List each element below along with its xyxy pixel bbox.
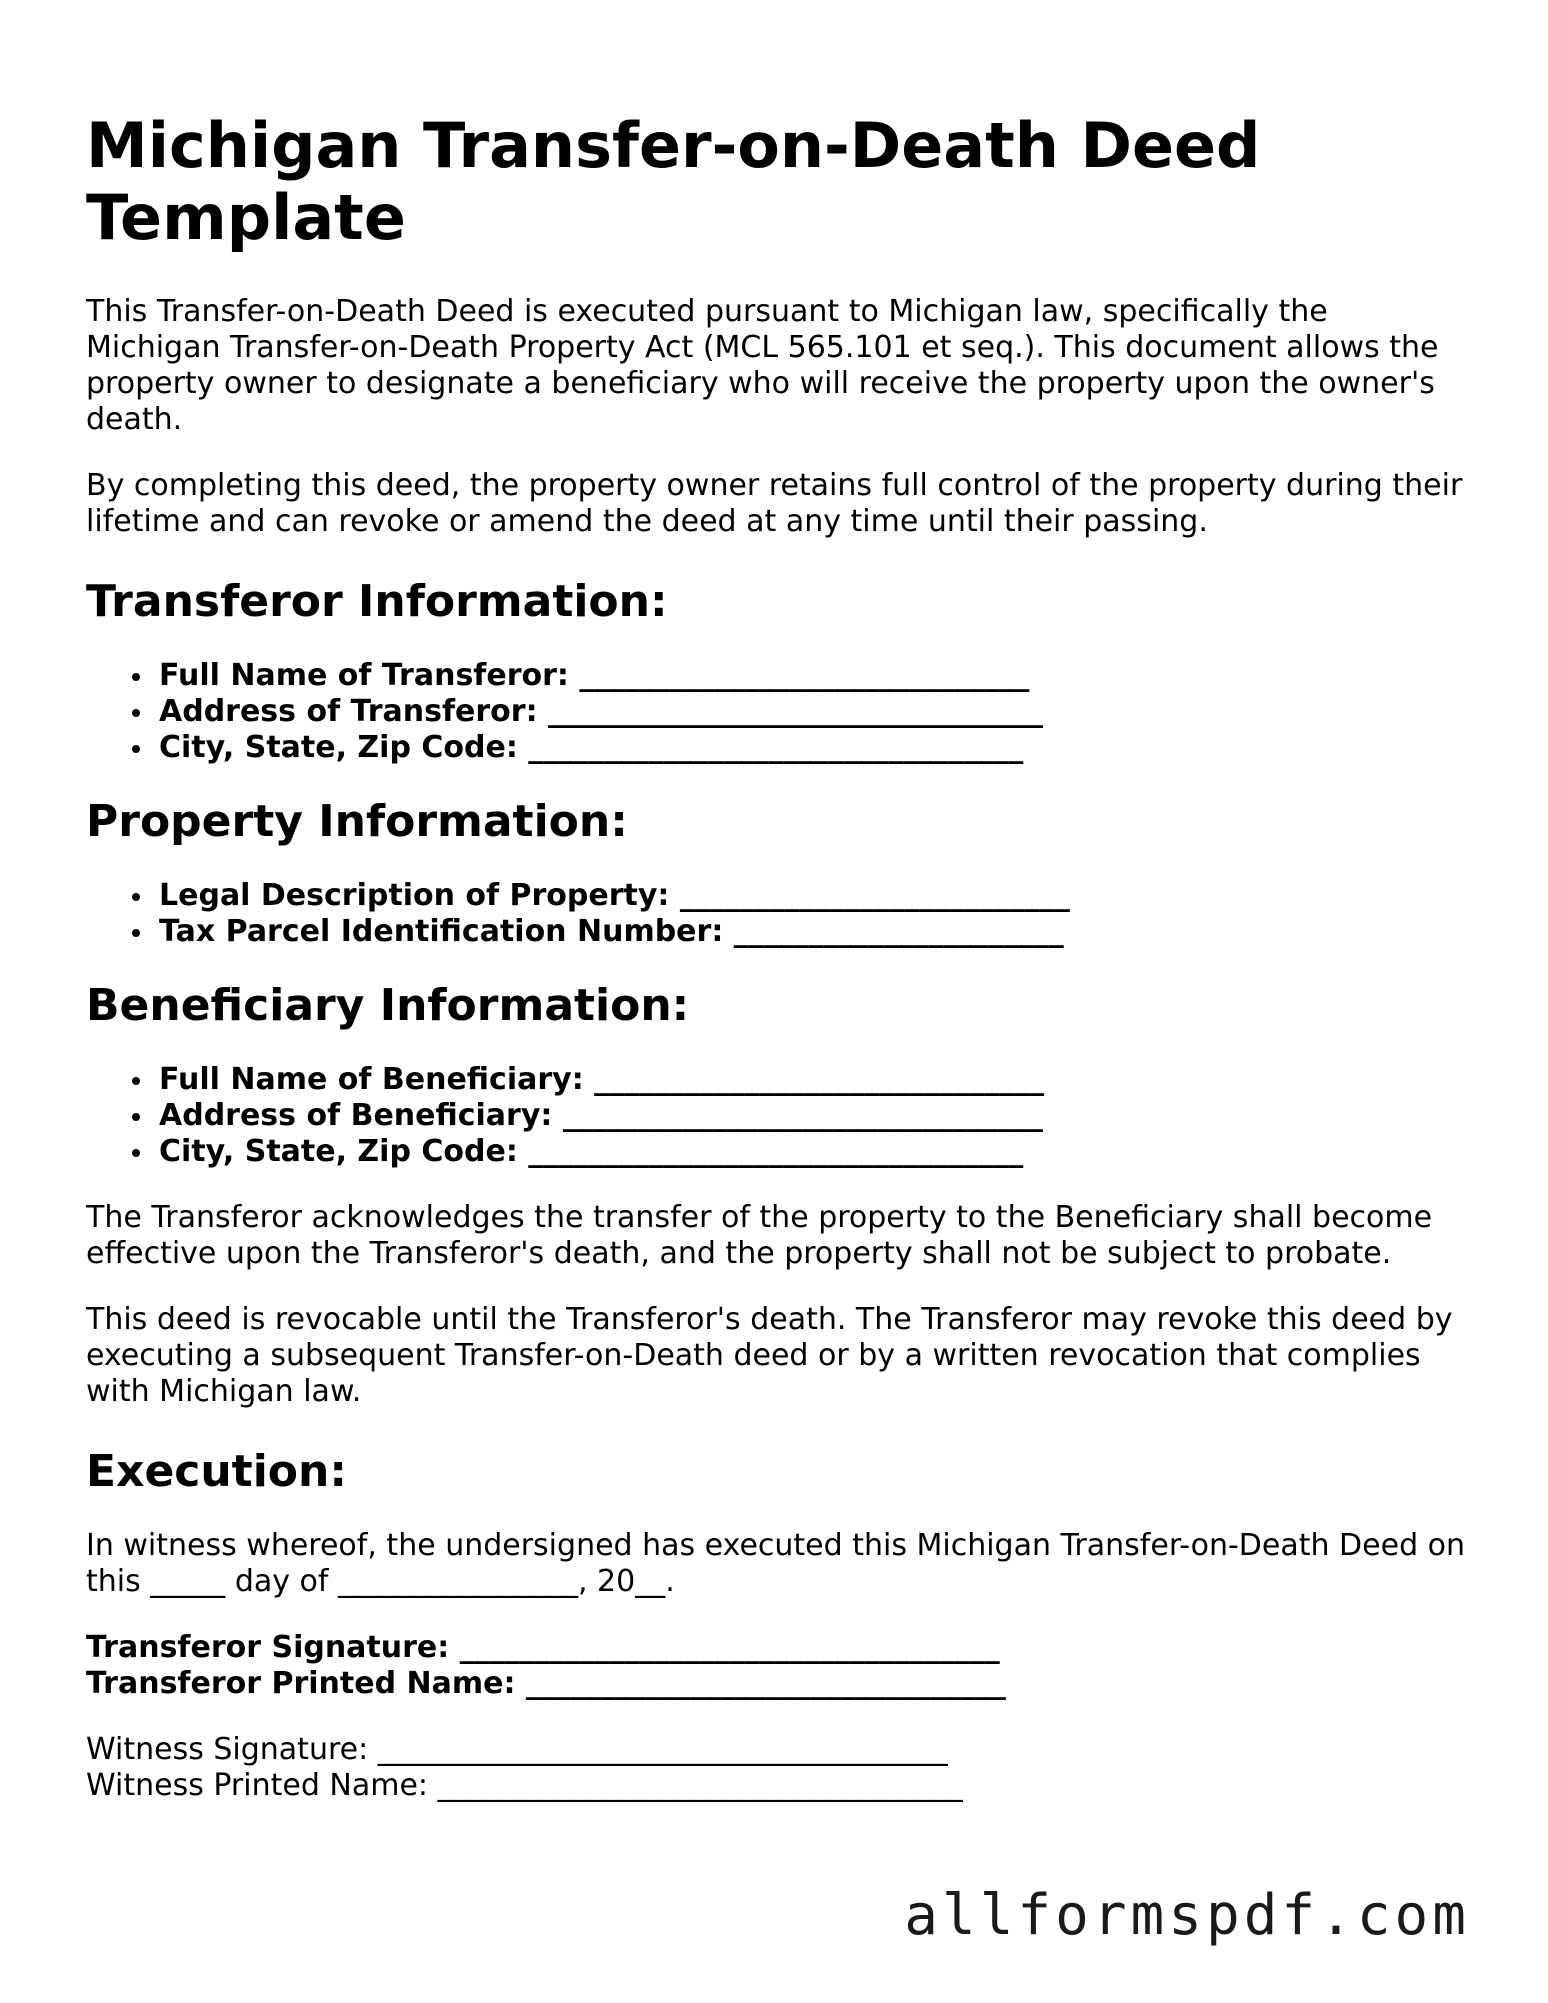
witness-statement: In witness whereof, the undersigned has executed this Michigan Transfer-on-Death Deed on this _____ day of ________________, 20__.: [86, 1528, 1466, 1599]
transferor-signature-line: Transferor Signature: ____________________________________: [86, 1630, 1000, 1665]
transferor-list: [86, 658, 1466, 766]
tax-parcel-id-field: Tax Parcel Identification Number: ______________________: [159, 914, 1466, 950]
transferor-full-name-field: Full Name of Transferor: ______________________________: [159, 658, 1466, 694]
intro-paragraph: This Transfer-on-Death Deed is executed pursuant to Michigan law, specifically the Michigan Transfer-on-Death Property Act (MCL 565.101 et seq.). This document allows the property owner to designate a beneficiary who will receive the property upon the owner's death.: [86, 294, 1439, 437]
transferor-heading: Transferor Information:: [86, 576, 668, 627]
beneficiary-address-field: Address of Beneficiary: ________________________________: [159, 1098, 1466, 1134]
witness-printed-name-line: Witness Printed Name: ___________________________________: [86, 1768, 963, 1803]
transferor-printed-name-line: Transferor Printed Name: ________________________________: [86, 1666, 1006, 1701]
transferor-city-state-zip-field: City, State, Zip Code: _________________________________: [159, 730, 1466, 766]
transferor-signature-block: [86, 1630, 1466, 1702]
witness-signature-block: [86, 1732, 1466, 1804]
transferor-address-field: Address of Transferor: _________________________________: [159, 694, 1466, 730]
document-title: Michigan Transfer-on-Death Deed Template: [86, 109, 1261, 254]
intro-paragraph: By completing this deed, the property owner retains full control of the property during their lifetime and can revoke or amend the deed at any time until their passing.: [86, 468, 1463, 539]
beneficiary-list: [86, 1062, 1466, 1170]
beneficiary-city-state-zip-field: City, State, Zip Code: _________________________________: [159, 1134, 1466, 1170]
witness-signature-line: Witness Signature: ______________________________________: [86, 1732, 948, 1767]
property-heading: Property Information:: [86, 796, 628, 847]
watermark-text: allformspdf.com: [904, 1883, 1470, 1948]
clause-paragraph: The Transferor acknowledges the transfer of the property to the Beneficiary shall become effective upon the Transferor's death, and the property shall not be subject to probate.: [86, 1200, 1433, 1271]
beneficiary-heading: Beneficiary Information:: [86, 980, 690, 1031]
execution-heading: Execution:: [86, 1446, 347, 1497]
beneficiary-full-name-field: Full Name of Beneficiary: ______________________________: [159, 1062, 1466, 1098]
legal-description-field: Legal Description of Property: __________________________: [159, 878, 1466, 914]
property-list: [86, 878, 1466, 950]
document-page: [86, 110, 1466, 1834]
clause-paragraph: This deed is revocable until the Transferor's death. The Transferor may revoke this deed by executing a subsequent Transfer-on-Death deed or by a written revocation that complies with Michigan law.: [86, 1302, 1453, 1409]
